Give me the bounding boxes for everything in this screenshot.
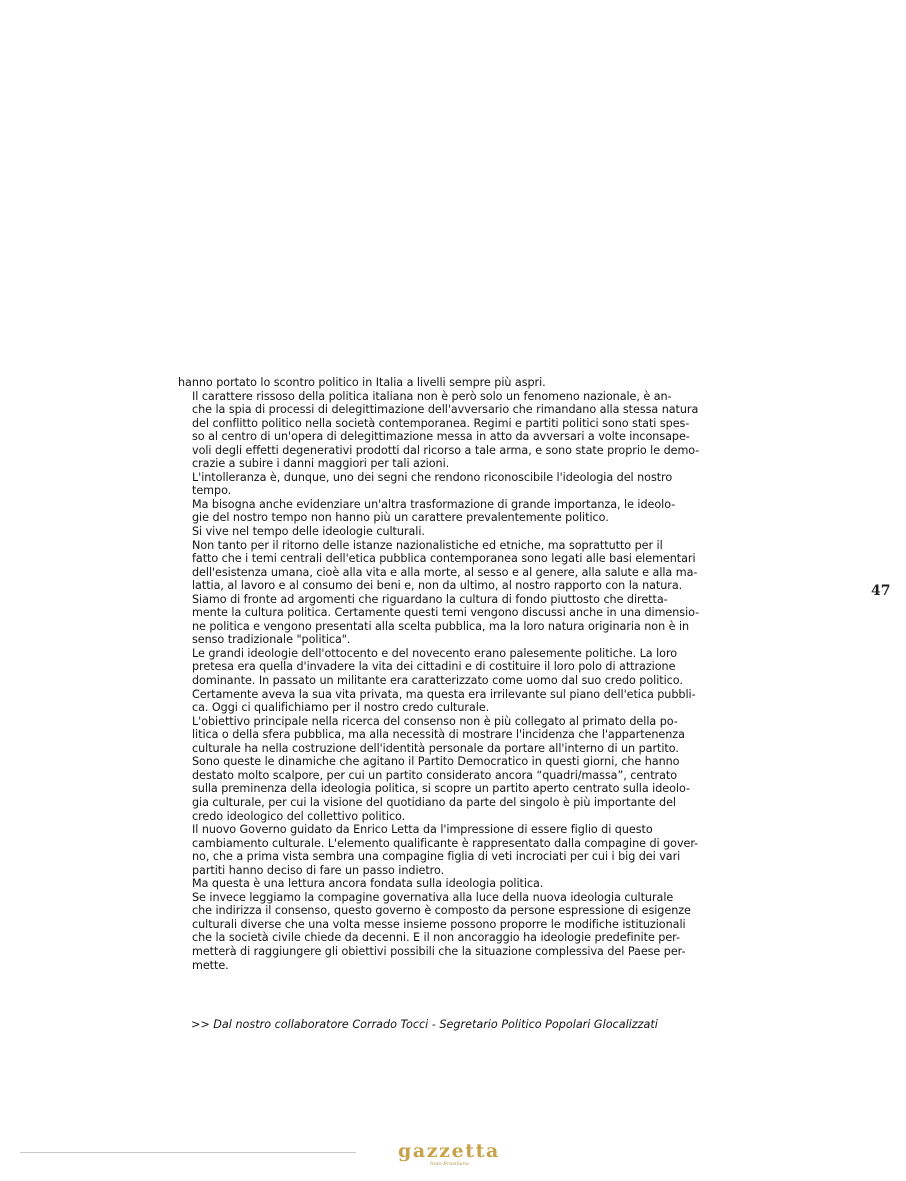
article-paragraph [178,647,733,715]
text-line: del conflitto politico nella società contemporanea. Regimi e partiti politici sono stati spes- [192,416,690,430]
text-line: Sono queste le dinamiche che agitano il Partito Democratico in questi giorni, che hanno [192,755,680,769]
text-line: Certamente aveva la sua vita privata, ma questa era irrilevante sul piano dell'etica pubbli- [192,687,696,701]
text-line: destato molto scalpore, per cui un partito considerato ancora “quadri/massa”, centrato [192,768,678,782]
text-line: dominante. In passato un militante era caratterizzato come uomo dal suo credo politico. [192,674,683,688]
author-byline: >> Dal nostro collaboratore Corrado Tocci - Segretario Politico Popolari Glocalizzati [191,1018,658,1031]
text-line: ne politica e vengono presentati alla scelta pubblica, ma la loro natura originaria non è in [192,619,690,633]
article-paragraph [178,471,733,498]
text-line: ca. Oggi ci qualifichiamo per il nostro credo culturale. [192,701,490,715]
article-paragraph [178,877,733,891]
text-line: credo ideologico del collettivo politico. [192,809,406,823]
text-line: Il carattere rissoso della politica italiana non è però solo un fenomeno nazionale, è an- [192,389,672,403]
text-line: culturale ha nella costruzione dell'identità personale da portare all'interno di un partito. [192,741,679,755]
text-line: Le grandi ideologie dell'ottocento e del novecento erano palesemente politiche. La loro [192,646,678,660]
text-line: Non tanto per il ritorno delle istanze nazionalistiche ed etniche, ma soprattutto per il [192,538,663,552]
text-line: gie del nostro tempo non hanno più un carattere prevalentemente politico. [192,511,609,525]
text-line: hanno portato lo scontro politico in Italia a livelli sempre più aspri. [178,376,546,389]
text-line: dell'esistenza umana, cioè alla vita e alla morte, al sesso e al genere, alla salute e alla ma- [192,565,698,579]
text-line: Il nuovo Governo guidato da Enrico Letta da l'impressione di essere figlio di questo [192,823,653,837]
footer-divider [20,1152,356,1153]
text-line: tempo. [192,484,232,498]
text-line: culturali diverse che una volta messe insieme possono proporre le modifiche istituzionali [192,917,686,931]
article-paragraph [178,539,733,593]
text-line: L'intolleranza è, dunque, uno dei segni che rendono riconoscibile l'ideologia del nostro [192,470,673,484]
article-paragraph [178,498,733,525]
article-paragraph [178,525,733,539]
text-line: partiti hanno deciso di fare un passo indietro. [192,863,445,877]
article-paragraph [178,390,733,471]
text-line: cambiamento culturale. L'elemento qualificante è rappresentato dalla compagine di gover- [192,836,699,850]
logo-wordmark: gazzetta [398,1140,500,1162]
page-number: 47 [871,583,891,599]
text-line: sulla preminenza della ideologia politica, si scopre un partito aperto centrato sulla ideolo- [192,782,690,796]
text-line: L'obiettivo principale nella ricerca del consenso non è più collegato al primato della po- [192,714,678,728]
text-line: Ma bisogna anche evidenziare un'altra trasformazione di grande importanza, le ideolo- [192,497,676,511]
text-line: gia culturale, per cui la visione del quotidiano da parte del singolo è più importante del [192,795,676,809]
text-line: no, che a prima vista sembra una compagine figlia di veti incrociati per cui i big dei vari [192,850,681,864]
text-line: senso tradizionale "politica". [192,633,351,647]
gazzetta-logo [398,1140,510,1170]
text-line: lattia, al lavoro e al consumo dei beni e, non da ultimo, al nostro rapporto con la natura. [192,579,683,593]
text-line: Siamo di fronte ad argomenti che riguardano la cultura di fondo piuttosto che diretta- [192,592,668,606]
text-line: mente la cultura politica. Certamente questi temi vengono discussi anche in una dimensio- [192,606,700,620]
text-line: Si vive nel tempo delle ideologie culturali. [192,525,425,539]
text-line: che la spia di processi di delegittimazione dell'avversario che rimandano alla stessa natura [192,403,699,417]
text-line: litica o della sfera pubblica, ma alla necessità di mostrare l'incidenza che l'appartenenza [192,728,685,742]
text-line: crazie a subire i danni maggiori per tali azioni. [192,457,450,471]
article-body [178,376,733,972]
text-line: che la società civile chiede da decenni. E il non ancoraggio ha ideologie predefinite per- [192,931,680,945]
text-line: Se invece leggiamo la compagine governativa alla luce della nuova ideologia culturale [192,890,674,904]
text-line: so al centro di un'opera di delegittimazione messa in atto da avversari a volte inconsape- [192,430,690,444]
article-paragraph [178,823,733,877]
text-line: Ma questa è una lettura ancora fondata sulla ideologia politica. [192,877,544,891]
article-paragraph [178,376,733,390]
text-line: metterà di raggiungere gli obiettivi possibili che la situazione complessiva del Paese per- [192,944,686,958]
text-line: pretesa era quella d'invadere la vita dei cittadini e di costituire il loro polo di attrazione [192,660,676,674]
text-line: fatto che i temi centrali dell'etica pubblica contemporanea sono legati alle basi elementari [192,552,696,566]
article-paragraph [178,715,733,823]
article-paragraph [178,891,733,972]
logo-subtitle: Italo-Brasiliana [430,1161,469,1167]
text-line: mette. [192,958,229,972]
text-line: che indirizza il consenso, questo governo è composto da persone espressione di esigenze [192,904,691,918]
text-line: voli degli effetti degenerativi prodotti dal ricorso a tale arma, e sono state proprio le demo- [192,443,700,457]
article-paragraph [178,593,733,647]
